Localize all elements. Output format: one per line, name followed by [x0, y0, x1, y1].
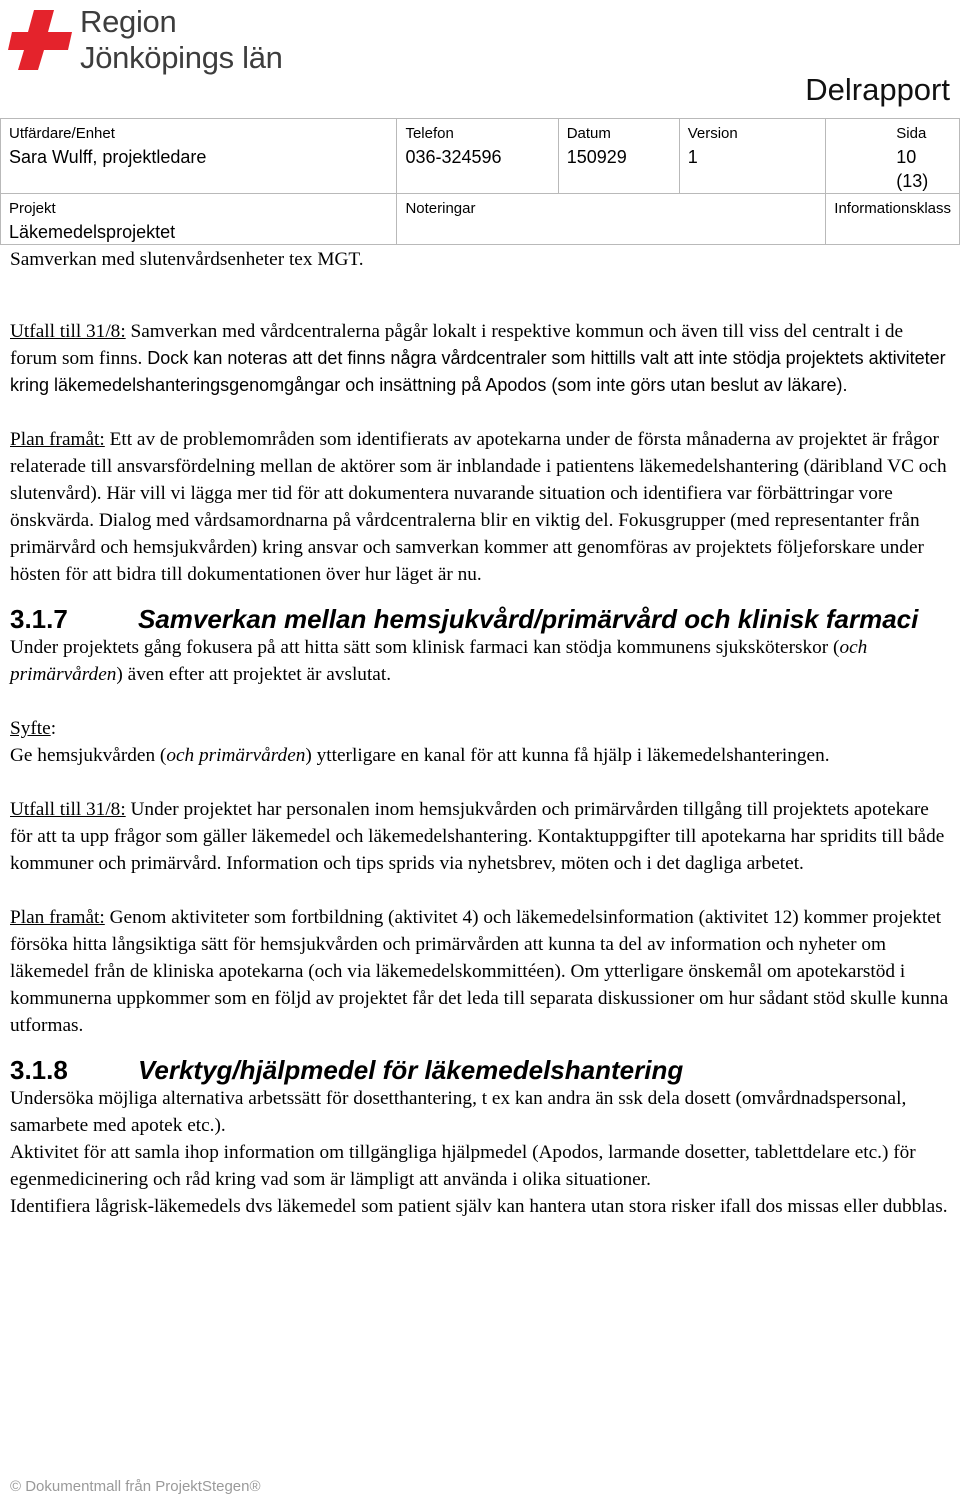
heading-number-3-1-7: 3.1.7 [10, 604, 68, 634]
phone-value: 036-324596 [405, 147, 502, 167]
logo-line-2: Jönköpings län [80, 40, 283, 75]
notes-label: Noteringar [405, 200, 476, 217]
phone-cell [397, 119, 558, 194]
issuer-value: Sara Wulff, projektledare [9, 147, 207, 167]
utfall-text-1-sans: Dock kan noteras att det finns några vårdcentraler som hittills valt att inte stödja projektets aktiviteter kring läkemedelshanteringsgenomgångar och insättning på Apodos (som inte görs utan beslut av läkare). [10, 348, 946, 395]
issuer-label: Utfärdare/Enhet [9, 125, 115, 142]
page-cell [826, 119, 960, 194]
syfte-text-b: ) ytterligare en kanal för att kunna få hjälp i läkemedelshanteringen. [305, 745, 830, 766]
plan-text-1: Ett av de problemområden som identifierats av apotekarna under de första månaderna av projektet är frågor relaterade till ansvarsfördelning mellan de aktörer som är inblandade i patientens läkemedelshantering (däribland VC och slutenvård). Här vill vi lägga mer tid för att dokumentera nuvarande situation och identifiera var förbättringar vore önskvärda. Dialog med vårdsamordnarna på vårdcentralerna blir en viktig del. Fokusgrupper (med representanter från primärvård och hemsjukvården) kring ansvar och samverkan kommer att genomföras av projektets följeforskare under hösten för att bidra till dokumentationen över hur läget är nu. [10, 429, 947, 585]
paragraph-utfall-1 [10, 318, 952, 399]
intro-text-a: Under projektets gång fokusera på att hitta sätt som klinisk farmaci kan stödja kommunens sjuksköterskor ( [10, 637, 840, 658]
info-class-label: Informationsklass [834, 200, 951, 217]
syfte-text-a: Ge hemsjukvården ( [10, 745, 167, 766]
region-logo-cross-icon [8, 8, 74, 72]
project-label: Projekt [9, 200, 56, 217]
document-type-title: Delrapport [805, 72, 950, 107]
intro-text-em: och primärvården [10, 637, 868, 685]
syfte-text-em: och primärvården [166, 745, 306, 766]
region-logo-text [80, 4, 283, 76]
issuer-cell [1, 119, 397, 194]
paragraph-syfte [10, 742, 952, 769]
plan-label-1: Plan framåt: [10, 429, 105, 450]
syfte-label: Syfte [10, 718, 51, 739]
project-value: Läkemedelsprojektet [9, 222, 176, 242]
date-value: 150929 [566, 147, 627, 167]
page-label: Sida [896, 125, 927, 142]
info-class-cell [826, 194, 960, 245]
paragraph-dosett: Undersöka möjliga alternativa arbetssätt för dosetthantering, t ex kan andra än ssk dela dosett (omvårdnadspersonal, samarbete med apotek etc.). [10, 1088, 907, 1136]
page-value: 10 (13) [896, 147, 929, 191]
utfall-text-1: Samverkan med vårdcentralerna pågår lokalt i respektive kommun och även till viss del centralt i de forum som finns. [10, 321, 904, 369]
footer-template-credit: © Dokumentmall från ProjektStegen® [10, 1478, 261, 1495]
section-heading-3-1-7 [10, 604, 952, 634]
plan-text-2: Genom aktiviteter som fortbildning (aktivitet 4) och läkemedelsinformation (aktivitet 12) kommer projektet försöka hitta långsiktiga sätt för hemsjukvården och primärvården att kunna ta del av information och nyheter om läkemedel från de kliniska apotekarna (och via läkemedelskommittéen). Om ytterligare önskemål om apotekarstöd i kommunerna uppkommer som en följd av projektet får det leda till separata diskussioner om hur sådant stöd skulle kunna utformas. [10, 907, 949, 1036]
logo-line-1: Region [80, 4, 177, 39]
syfte-heading [10, 715, 952, 742]
paragraph-plan-1 [10, 426, 952, 588]
utfall-label-1: Utfall till 31/8: [10, 321, 126, 342]
paragraph-lagrisk: Identifiera lågrisk-läkemedels dvs läkemedel som patient själv kan hantera utan stora risker ifall dos missas eller dubblas. [10, 1196, 948, 1217]
section-heading-3-1-8 [10, 1055, 952, 1085]
document-meta-table [0, 118, 960, 245]
paragraph-plan-2 [10, 904, 952, 1039]
date-label: Datum [566, 125, 611, 142]
heading-title-3-1-8: Verktyg/hjälpmedel för läkemedelshantering [138, 1055, 684, 1085]
project-cell [1, 194, 397, 245]
utfall-text-2: Under projektet har personalen inom hemsjukvården och primärvården tillgång till projektets apotekare för att ta upp frågor som gäller läkemedel och läkemedelshantering. Kontaktuppgifter till apotekarna har spridits till både kommuner och primärvård. Information och tips sprids via nyhetsbrev, möten och i det dagliga arbetet. [10, 799, 945, 874]
plan-label-2: Plan framåt: [10, 907, 105, 928]
intro-text-b: ) även efter att projektet är avslutat. [116, 664, 392, 685]
paragraph-intro-3-1-7 [10, 634, 952, 688]
version-value: 1 [687, 147, 698, 167]
heading-number-3-1-8: 3.1.8 [10, 1055, 68, 1085]
syfte-colon: : [50, 718, 57, 739]
report-body [10, 246, 952, 1220]
notes-cell [397, 194, 826, 245]
version-cell [679, 119, 826, 194]
heading-title-3-1-7: Samverkan mellan hemsjukvård/primärvård och klinisk farmaci [138, 604, 919, 634]
version-label: Version [687, 125, 738, 142]
phone-label: Telefon [405, 125, 454, 142]
date-cell [558, 119, 679, 194]
paragraph-slutenvard: Samverkan med slutenvårdsenheter tex MGT. [10, 249, 364, 270]
paragraph-hjalpmedel: Aktivitet för att samla ihop information om tillgängliga hjälpmedel (Apodos, larmande dosetter, tablettdelare etc.) för egenmedicinering och råd kring vad som är lämpligt att använda i olika situationer. [10, 1142, 916, 1190]
utfall-label-2: Utfall till 31/8: [10, 799, 126, 820]
paragraph-utfall-2 [10, 796, 952, 877]
